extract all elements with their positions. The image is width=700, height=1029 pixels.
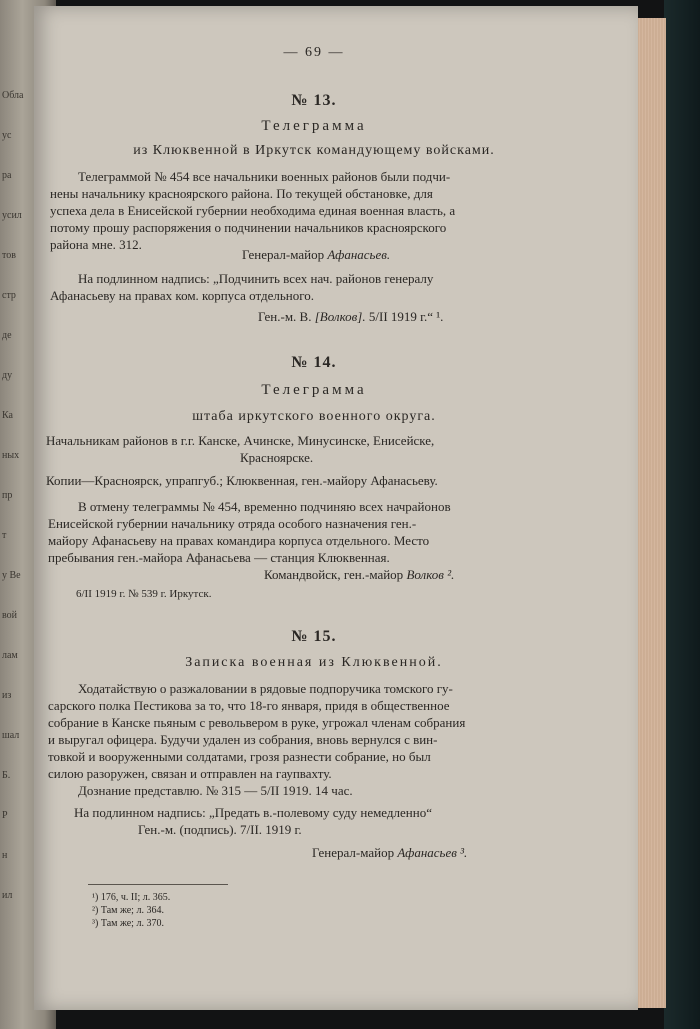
doc15-body-line: силою разоружен, связан и отправлен на гаупвахту. <box>48 766 332 781</box>
left-page-fragment: де <box>2 330 12 341</box>
doc13-note-sign-a: Ген.-м. В. <box>258 309 312 324</box>
doc13-signature-name: Афанасьев. <box>327 247 391 262</box>
doc13-number: № 13. <box>291 92 337 109</box>
doc13-body-line: потому прошу распоряжения о подчинении начальников красноярского <box>50 220 447 235</box>
doc13-heading: Телеграмма <box>261 118 367 134</box>
doc15-body-line: и выругал офицера. Будучи удален из собрания, вновь вернулся с вин- <box>48 732 438 747</box>
left-page-fragment: ду <box>2 370 13 381</box>
doc15-body-line: Ходатайствую о разжаловании в рядовые подпоручика томского гу- <box>78 681 453 696</box>
doc14-addressee-line: Красноярске. <box>240 450 314 465</box>
left-page-fragment: вой <box>2 610 18 621</box>
left-page-fragment: Обла <box>2 90 24 101</box>
doc14-date-line: 6/II 1919 г. № 539 г. Иркутск. <box>76 588 212 600</box>
doc13-body-line: успеха дела в Енисейской губернии необходима единая военная власть, а <box>50 203 456 218</box>
doc14-signature-name: Волков ². <box>406 567 455 582</box>
doc14-number: № 14. <box>291 354 337 371</box>
doc13-body-line: нены начальнику красноярского района. По текущей обстановке, для <box>50 186 433 201</box>
left-page-fragment: ил <box>2 890 13 901</box>
doc14-signature <box>264 566 454 583</box>
doc13-signature-rank: Генерал-майор <box>242 247 325 262</box>
doc14-body-line: В отмену телеграммы № 454, временно подчиняю всех начрайонов <box>78 499 451 514</box>
doc15-signature <box>312 844 467 861</box>
left-page-fragment: ус <box>2 130 12 141</box>
doc13-subheading: из Клюквенной в Иркутск командующему войсками. <box>133 143 495 158</box>
left-page-fragment: Р <box>2 810 8 821</box>
doc14-body-line: майору Афанасьеву на правах командира корпуса отдельного. Место <box>48 533 430 548</box>
footnote: ¹) 176, ч. II; л. 365. <box>92 892 171 903</box>
doc15-heading: Записка военная из Клюквенной. <box>185 655 443 670</box>
doc14-copies: Копии—Красноярск, упрапгуб.; Клюквенная, ген.-майору Афанасьеву. <box>46 473 438 488</box>
doc13-signature <box>242 246 390 263</box>
footnote: ²) Там же; л. 364. <box>92 905 164 916</box>
left-page-fragment: пр <box>2 490 13 501</box>
doc14-body-line: пребывания ген.-майора Афанасьева — станция Клюквенная. <box>48 550 390 565</box>
doc13-note-signature <box>258 308 443 325</box>
doc15-note-line: На подлинном надпись: „Предать в.-полевому суду немедленно“ <box>74 805 432 820</box>
left-page-fragment: тов <box>2 250 16 261</box>
page-number: — 69 — <box>283 45 345 60</box>
left-page-fragment: лам <box>2 650 18 661</box>
doc14-signature-title: Командвойск, ген.-майор <box>264 567 404 582</box>
left-page-fragment: стр <box>2 290 16 301</box>
doc15-note-line: Ген.-м. (подпись). 7/II. 1919 г. <box>138 822 302 837</box>
doc14-subheading: штаба иркутского военного округа. <box>192 409 436 424</box>
doc13-note-line: На подлинном надпись: „Подчинить всех нач. районов генералу <box>78 271 434 286</box>
doc15-signature-rank: Генерал-майор <box>312 845 395 860</box>
doc14-addressee-line: Начальникам районов в г.г. Канске, Ачинске, Минусинске, Енисейске, <box>46 433 435 448</box>
doc13-body-line: района мне. 312. <box>50 237 142 252</box>
book-cover <box>664 0 700 1029</box>
left-page-fragment: т <box>2 530 7 541</box>
left-page-fragment: у Ве <box>2 570 21 581</box>
doc14-heading: Телеграмма <box>261 382 367 398</box>
book-page <box>34 6 638 1010</box>
doc13-body-line: Телеграммой № 454 все начальники военных районов были подчи- <box>78 169 451 184</box>
left-page-fragment: Б. <box>2 770 11 781</box>
doc13-note-line: Афанасьеву на правах ком. корпуса отдельного. <box>50 288 314 303</box>
doc14-body-line: Енисейской губернии начальнику отряда особого назначения ген.- <box>48 516 417 531</box>
doc15-body-line: сарского полка Пестикова за то, что 18-го января, придя в общественное <box>48 698 450 713</box>
doc15-number: № 15. <box>291 628 337 645</box>
left-page-fragment: н <box>2 850 8 861</box>
left-page-fragment: Ка <box>2 410 13 421</box>
footnote: ³) Там же; л. 370. <box>92 918 164 929</box>
left-page-fragment: шал <box>2 730 20 741</box>
left-page-fragment: ра <box>2 170 12 181</box>
footnote-rule <box>88 884 228 885</box>
left-page-fragment: ных <box>2 450 20 461</box>
left-page-fragment: усил <box>2 210 22 221</box>
doc13-note-sign-b: [Волков]. <box>314 309 366 324</box>
doc13-note-sign-c: 5/II 1919 г.“ ¹. <box>368 309 444 324</box>
doc15-body-line: собрание в Канске пьяным с револьвером в руке, угрожал членам собрания <box>48 715 466 730</box>
doc15-body-line: товкой и вооруженными солдатами, грозя разнести собрание, но был <box>48 749 431 764</box>
doc15-signature-name: Афанасьев ³. <box>397 845 468 860</box>
left-page-fragment: из <box>2 690 12 701</box>
doc15-report: Дознание представлю. № 315 — 5/II 1919. 14 час. <box>78 783 353 798</box>
